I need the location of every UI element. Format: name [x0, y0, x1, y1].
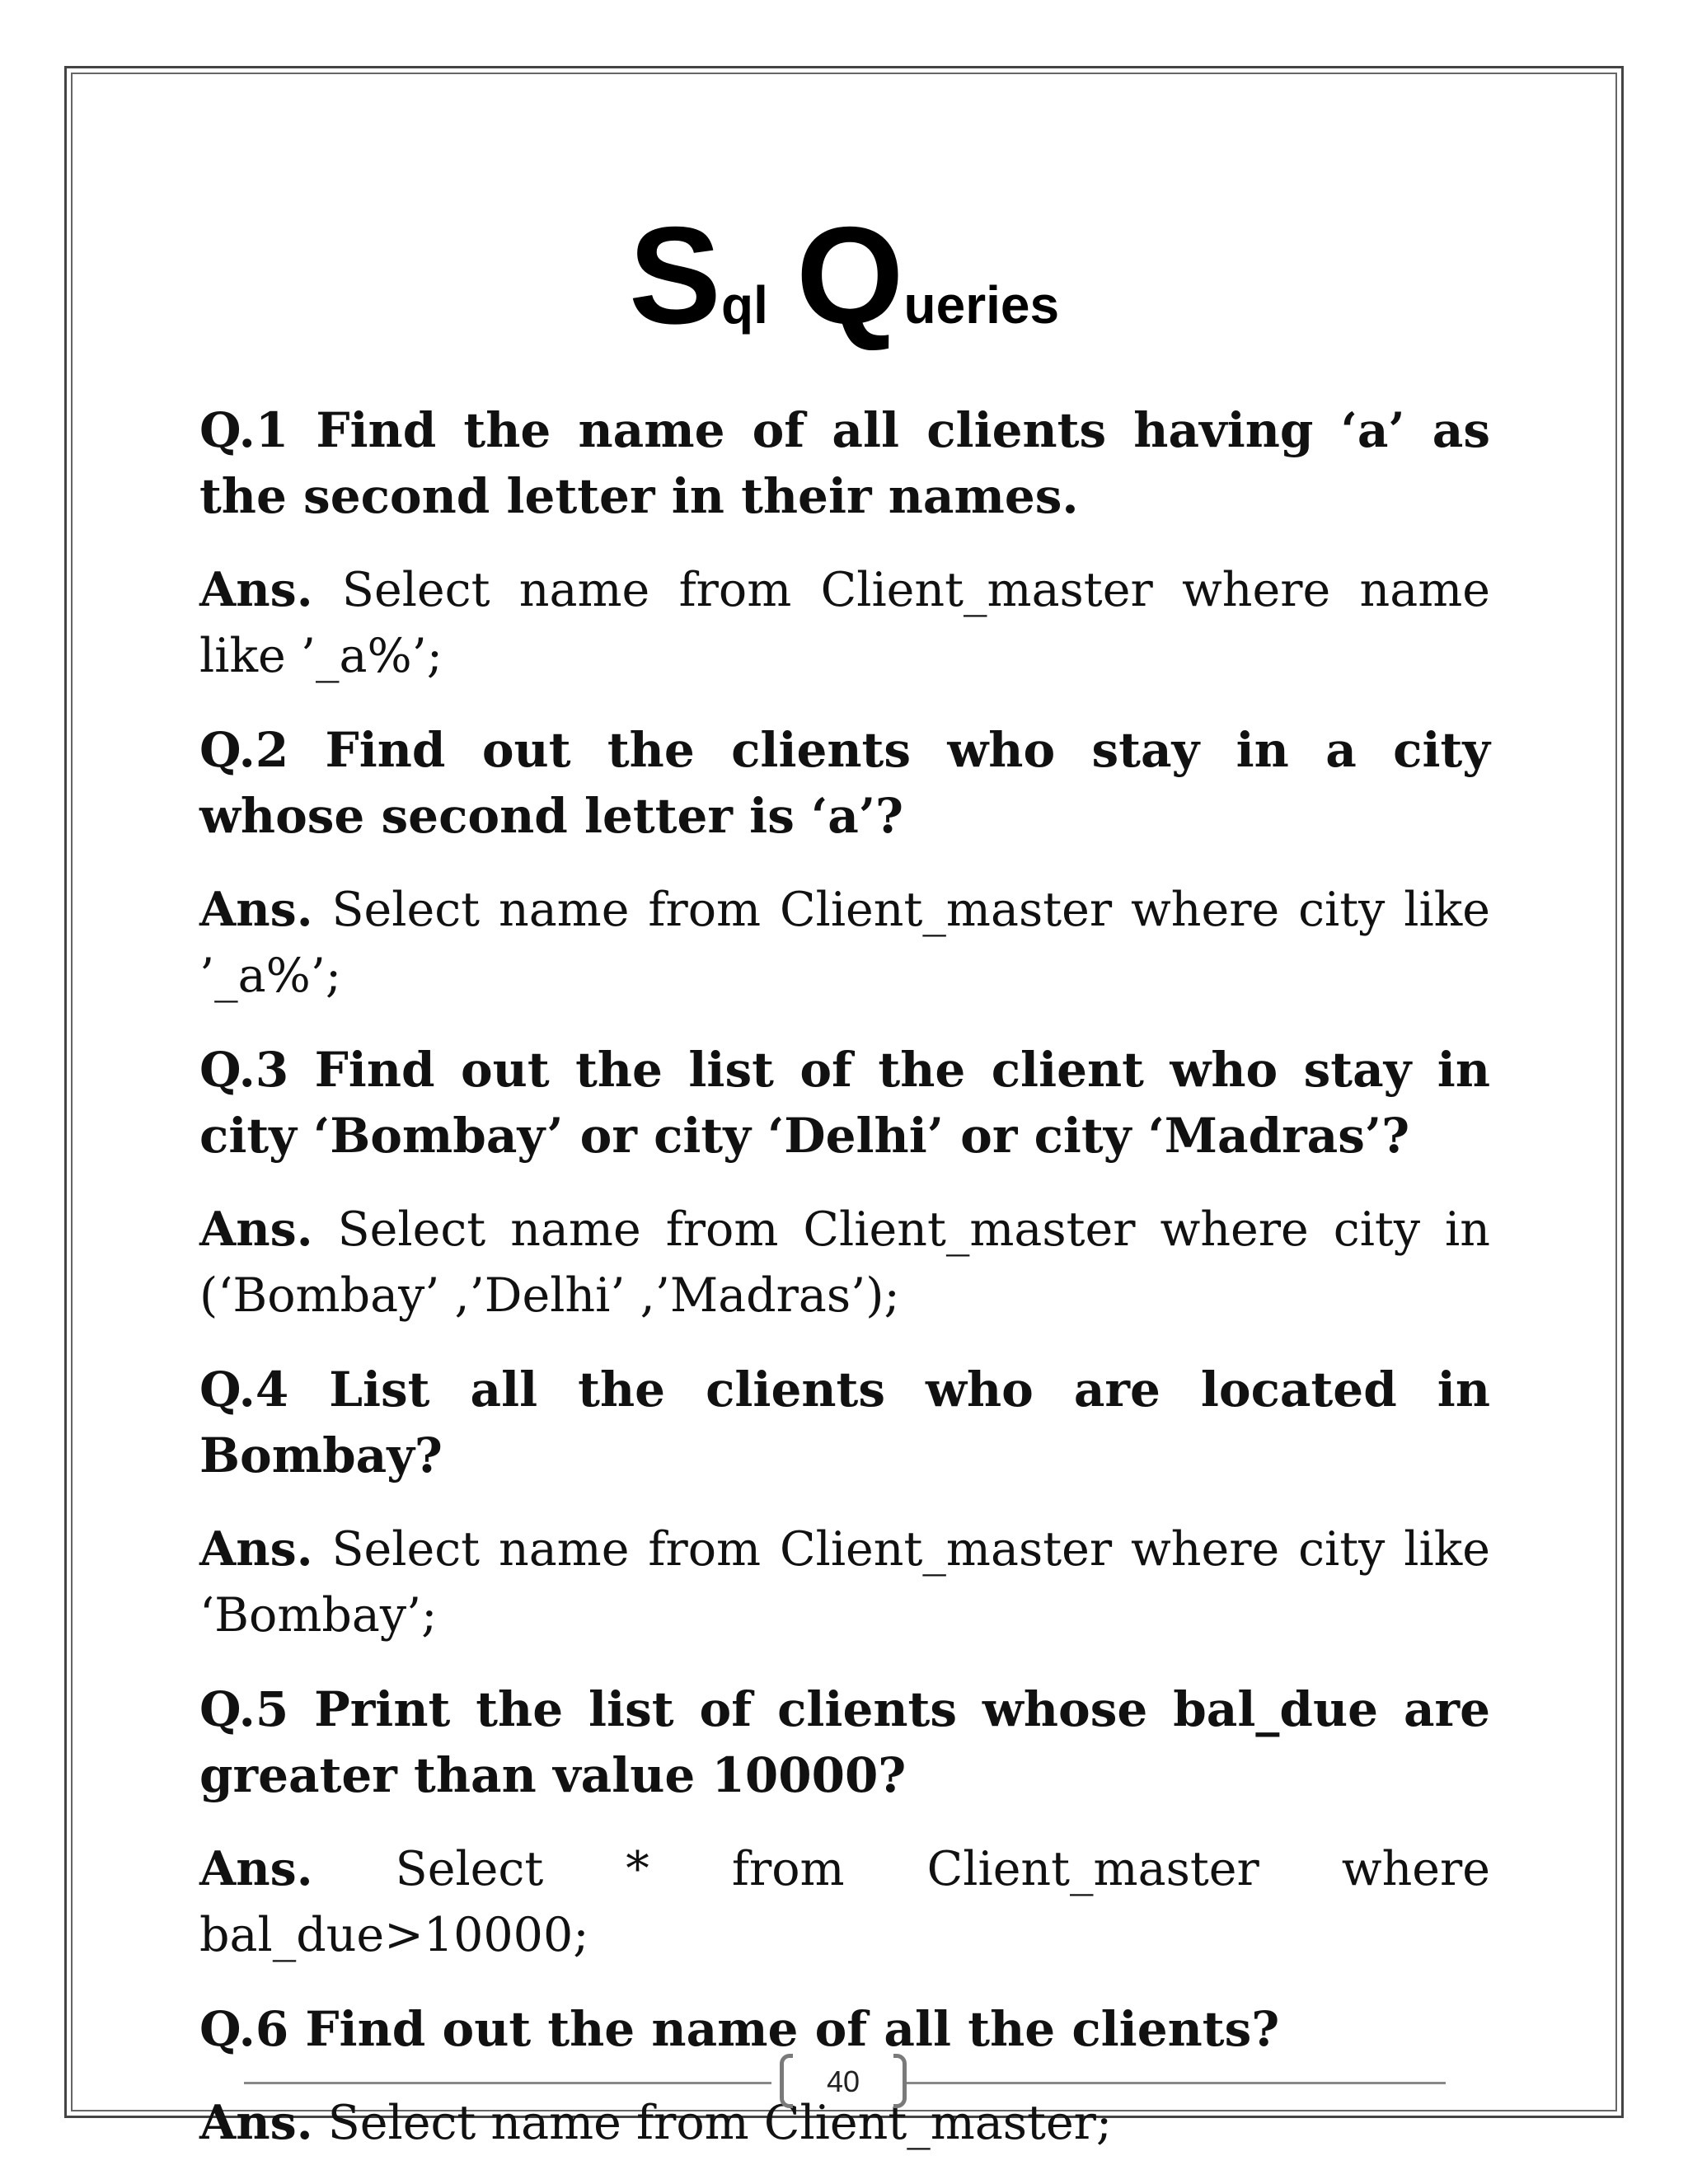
title-rest-ueries: ueries — [903, 275, 1060, 335]
answer-4 — [199, 1516, 1490, 1648]
question-5: Q.5 Print the list of clients whose bal_due are greater than value 10000? — [199, 1681, 1490, 1803]
page-number-bracket-left — [780, 2054, 793, 2108]
answer-label: Ans. — [199, 562, 313, 617]
answer-label: Ans. — [199, 2095, 313, 2150]
title-initial-q: Q — [795, 198, 904, 353]
question-3: Q.3 Find out the list of the client who stay in city ‘Bombay’ or city ‘Delhi’ or city ‘Madras’? — [199, 1042, 1490, 1164]
footer-rule-right — [905, 2082, 1446, 2084]
page-number: 40 — [826, 2064, 860, 2098]
title-initial-s: S — [628, 198, 721, 353]
page-title — [0, 198, 1688, 353]
answer-1 — [199, 557, 1490, 689]
question-6: Q.6 Find out the name of all the clients? — [199, 2001, 1280, 2057]
footer-rule-left — [244, 2082, 771, 2084]
answer-text: Select * from Client_master where bal_due>10000; — [199, 1842, 1490, 1962]
answer-text: Select name from Client_master where name like ’_a%’; — [199, 563, 1490, 683]
answer-text: Select name from Client_master where city in (‘Bombay’ ,’Delhi’ ,’Madras’); — [199, 1202, 1490, 1323]
answer-text: Select name from Client_master where city like ‘Bombay’; — [199, 1522, 1490, 1643]
qa-list — [199, 397, 1490, 2184]
answer-5 — [199, 1836, 1490, 1968]
question-2: Q.2 Find out the clients who stay in a city whose second letter is ‘a’? — [199, 722, 1490, 844]
page-number-bracket-right — [893, 2054, 907, 2108]
answer-2 — [199, 877, 1490, 1009]
title-rest-ql: ql — [720, 275, 768, 335]
answer-text: Select name from Client_master; — [312, 2096, 1113, 2150]
answer-label: Ans. — [199, 1841, 313, 1896]
answer-label: Ans. — [199, 1521, 313, 1577]
answer-3 — [199, 1197, 1490, 1329]
answer-label: Ans. — [199, 1202, 313, 1257]
answer-text: Select name from Client_master where city like ’_a%’; — [199, 883, 1490, 1003]
question-1: Q.1 Find the name of all clients having ‘a’ as the second letter in their names. — [199, 402, 1490, 524]
question-4: Q.4 List all the clients who are located in Bombay? — [199, 1361, 1490, 1483]
answer-label: Ans. — [199, 882, 313, 937]
